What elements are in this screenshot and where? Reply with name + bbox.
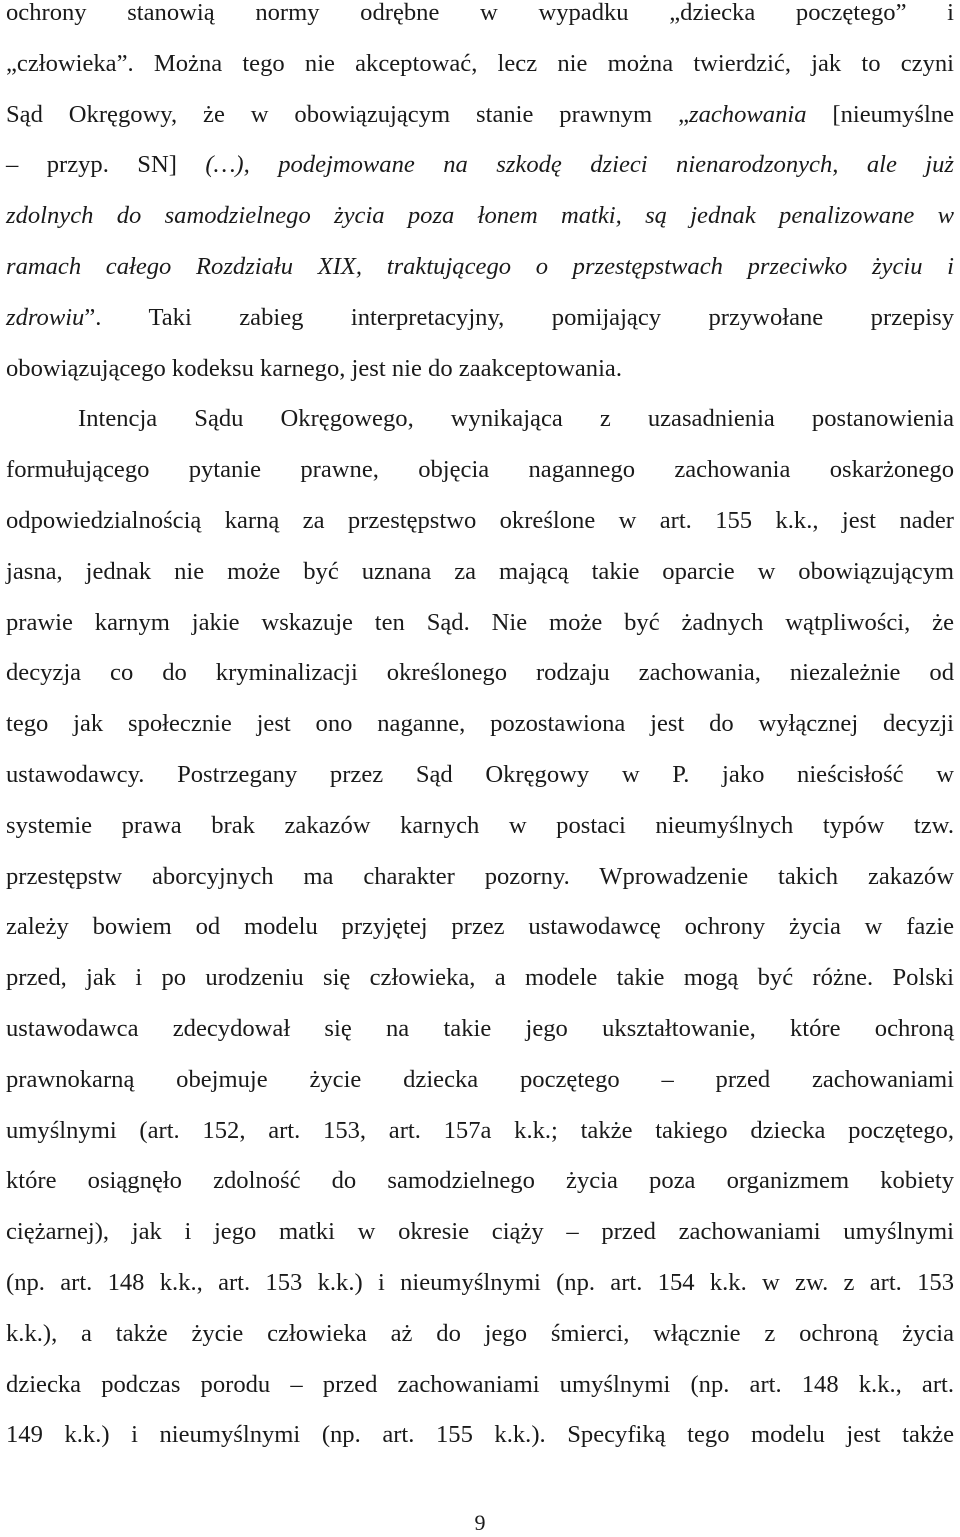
text-line [6,801,954,852]
text-run: – przyp. SN] [6,151,206,179]
text-line [6,598,954,649]
text-run: obowiązującego kodeksu karnego, jest nie do zaakceptowania. [6,354,622,382]
text-run: Intencja Sądu Okręgowego, wynikająca z uzasadnienia postanowienia [78,405,954,433]
text-line [6,1055,954,1106]
document-page [6,0,954,1461]
text-run: odpowiedzialnością karną za przestępstwo określone w art. 155 k.k., jest nader [6,506,954,534]
text-line [6,140,954,191]
text-run: ochrony stanowią normy odrębne w wypadku „dziecka poczętego” i [6,0,954,26]
text-line [6,293,954,344]
text-run: jasna, jednak nie może być uznana za mającą takie oparcie w obowiązującym [6,557,954,585]
text-run: ustawodawcy. Postrzegany przez Sąd Okręgowy w P. jako nieścisłość w [6,760,954,788]
text-line [6,1156,954,1207]
text-line [6,648,954,699]
text-line [6,242,954,293]
text-line [6,852,954,903]
text-line [6,394,954,445]
italic-text-run: (…), podejmowane na szkodę dzieci nienarodzonych, ale już [205,151,954,179]
text-line [6,750,954,801]
text-line [6,0,954,39]
text-line [6,1309,954,1360]
text-line [6,699,954,750]
paragraph-1 [6,0,954,394]
text-run: dziecka podczas porodu – przed zachowaniami umyślnymi (np. art. 148 k.k., art. [6,1370,954,1398]
text-line [6,344,954,395]
text-line [6,1258,954,1309]
text-line [6,1004,954,1055]
text-line [6,547,954,598]
text-run: zależy bowiem od modelu przyjętej przez ustawodawcę ochrony życia w fazie [6,913,954,941]
text-run: które osiągnęło zdolność do samodzielnego życia poza organizmem kobiety [6,1167,954,1195]
text-line [6,1106,954,1157]
text-run: Sąd Okręgowy, że w obowiązującym stanie prawnym „ [6,100,689,128]
text-run: k.k.), a także życie człowieka aż do jego śmierci, włącznie z ochroną życia [6,1319,954,1347]
italic-text-run: zdolnych do samodzielnego życia poza łonem matki, są jednak penalizowane w [6,202,954,230]
italic-text-run: zachowania [689,100,807,128]
text-line [6,1360,954,1411]
text-line [6,496,954,547]
text-run: 149 k.k.) i nieumyślnymi (np. art. 155 k.k.). Specyfiką tego modelu jest także [6,1421,954,1449]
italic-text-run: ramach całego Rozdziału XIX, traktującego o przestępstwach przeciwko życiu i [6,252,954,280]
text-run: ”. Taki zabieg interpretacyjny, pomijający przywołane przepisy [84,303,954,331]
text-run: prawie karnym jakie wskazuje ten Sąd. Nie może być żadnych wątpliwości, że [6,608,954,636]
text-line [6,445,954,496]
italic-text-run: zdrowiu [6,303,85,331]
text-line [6,953,954,1004]
paragraph-2 [6,394,954,1461]
text-run: przestępstw aborcyjnych ma charakter pozorny. Wprowadzenie takich zakazów [6,862,954,890]
page-number: 9 [474,1510,486,1535]
text-run: systemie prawa brak zakazów karnych w postaci nieumyślnych typów tzw. [6,811,954,839]
text-run: prawnokarną obejmuje życie dziecka poczętego – przed zachowaniami [6,1065,954,1093]
text-run: decyzja co do kryminalizacji określonego rodzaju zachowania, niezależnie od [6,659,954,687]
text-line [6,902,954,953]
text-run: (np. art. 148 k.k., art. 153 k.k.) i nieumyślnymi (np. art. 154 k.k. w zw. z art. 153 [6,1268,954,1296]
text-run: umyślnymi (art. 152, art. 153, art. 157a k.k.; także takiego dziecka poczętego, [6,1116,954,1144]
text-line [6,191,954,242]
text-run: ustawodawca zdecydował się na takie jego ukształtowanie, które ochroną [6,1014,954,1042]
text-run: [nieumyślne [806,100,954,128]
text-run: przed, jak i po urodzeniu się człowieka, a modele takie mogą być różne. Polski [6,964,954,992]
text-run: ciężarnej), jak i jego matki w okresie ciąży – przed zachowaniami umyślnymi [6,1218,954,1246]
text-line [6,39,954,90]
text-run: „człowieka”. Można tego nie akceptować, lecz nie można twierdzić, jak to czyni [6,49,954,77]
text-line [6,1410,954,1461]
text-run: formułującego pytanie prawne, objęcia nagannego zachowania oskarżonego [6,456,954,484]
text-run: tego jak społecznie jest ono naganne, pozostawiona jest do wyłącznej decyzji [6,710,954,738]
text-line [6,1207,954,1258]
text-line [6,90,954,141]
